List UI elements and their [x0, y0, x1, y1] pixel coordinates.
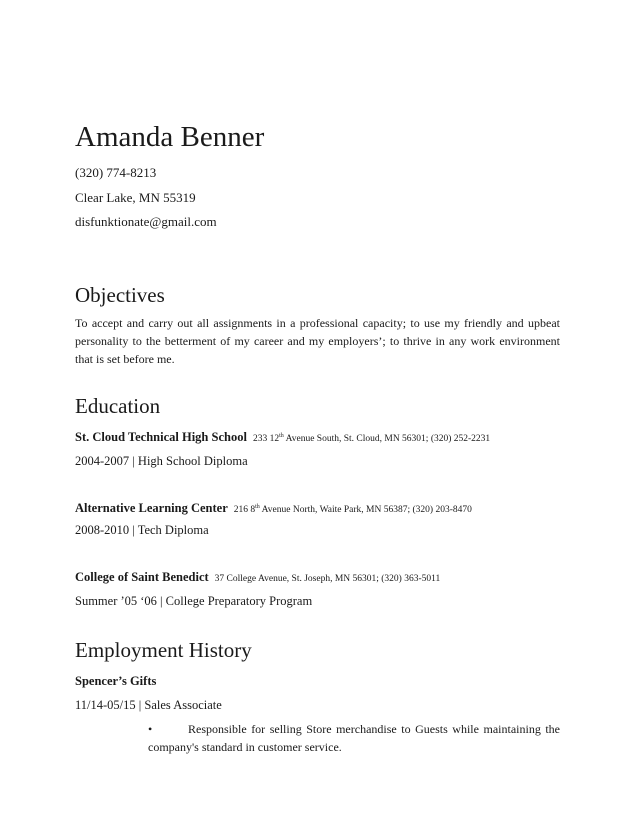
- bullet-line: [112, 720, 560, 756]
- school-address-suffix: th: [255, 503, 260, 510]
- education-heading: Education: [75, 394, 161, 418]
- employer-name: Spencer’s Gifts: [75, 674, 157, 688]
- job-detail: 11/14-05/15 | Sales Associate: [75, 698, 222, 712]
- school-address: [253, 434, 490, 444]
- candidate-name: Amanda Benner: [75, 121, 265, 153]
- school-detail-2: 2008-2010 | Tech Diploma: [75, 523, 209, 537]
- bullet-text: Responsible for selling Store merchandise to Guests while maintaining the company's standard in customer service.: [148, 722, 560, 754]
- job-responsibility-bullet: [112, 720, 560, 756]
- school-detail-3: Summer ’05 ‘06 | College Preparatory Program: [75, 594, 313, 608]
- school-address: [234, 505, 472, 515]
- school-address-rest: Avenue South, St. Cloud, MN 56301; (320) 252-2231: [283, 434, 491, 444]
- school-detail-1: 2004-2007 | High School Diploma: [75, 454, 248, 468]
- employment-history-heading: Employment History: [75, 638, 252, 662]
- school-address: 37 College Avenue, St. Joseph, MN 56301; (320) 363-5011: [214, 574, 441, 584]
- school-entry-2: [75, 500, 472, 518]
- school-name: Alternative Learning Center: [75, 501, 228, 515]
- bullet-icon: •: [148, 722, 153, 736]
- school-address-number: 216 8: [233, 505, 256, 515]
- objectives-text: To accept and carry out all assignments in a professional capacity; to use my friendly and upbeat personality to the betterment of my career and my employers’; to thrive in any work environment that is set before me.: [75, 316, 560, 366]
- school-address-rest: Avenue North, Waite Park, MN 56387; (320) 203-8470: [259, 505, 472, 515]
- school-address-suffix: th: [279, 432, 284, 439]
- school-name: St. Cloud Technical High School: [75, 430, 247, 444]
- objectives-heading: Objectives: [75, 283, 165, 307]
- phone-number: (320) 774-8213: [75, 165, 157, 180]
- school-entry-1: [75, 429, 490, 447]
- school-name: College of Saint Benedict: [75, 570, 209, 584]
- school-address-number: 233 12: [252, 434, 280, 444]
- email-address: disfunktionate@gmail.com: [75, 214, 217, 229]
- school-entry-3: [75, 569, 440, 587]
- home-address: Clear Lake, MN 55319: [75, 190, 196, 205]
